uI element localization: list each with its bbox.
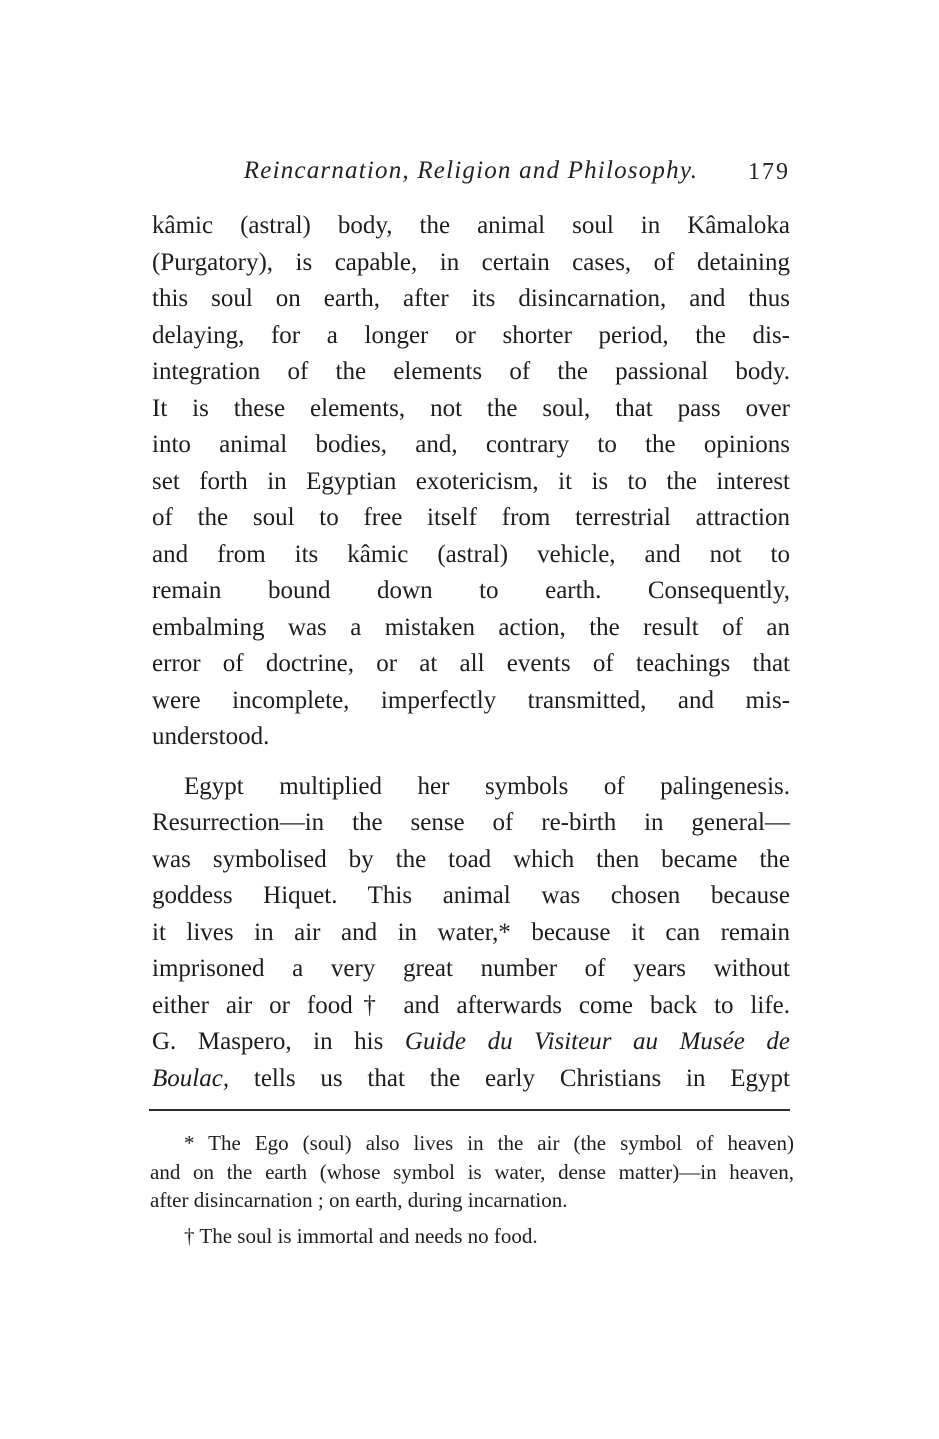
book-title-italic: Guide du Visiteur au Musée de [404, 1028, 790, 1055]
text-line: integration of the elements of the passional body. [152, 358, 790, 385]
footnote-rule [149, 1109, 790, 1111]
text-line: (Purgatory), is capable, in certain cases, of detaining [152, 248, 790, 276]
text-line: was symbolised by the toad which then became the [152, 845, 790, 873]
text-line: Resurrection—in the sense of re-birth in general— [152, 809, 790, 836]
footnote-line: and on the earth (whose symbol is water, dense matter)—in heaven, [150, 1159, 794, 1184]
text-roman: tells us that the early Christians in Egypt [229, 1064, 790, 1092]
text-line: were incomplete, imperfectly transmitted, and mis- [152, 686, 790, 714]
text-line: goddess Hiquet. This animal was chosen because [152, 882, 790, 909]
text-line: Egypt multiplied her symbols of palingenesis. [184, 772, 790, 800]
text-line: It is these elements, not the soul, that pass over [152, 394, 790, 422]
text-line: of the soul to free itself from terrestrial attraction [152, 504, 790, 531]
footnote-line: † The soul is immortal and needs no food. [184, 1224, 538, 1249]
running-head-title: Reincarnation, Religion and Philosophy. [243, 157, 699, 184]
book-title-italic: Boulac, [152, 1064, 230, 1092]
text-line-boulac [152, 1061, 790, 1098]
text-line: and from its kâmic (astral) vehicle, and not to [152, 540, 790, 568]
text-line: remain bound down to earth. Consequently, [152, 577, 790, 604]
text-line: error of doctrine, or at all events of teachings that [152, 650, 790, 677]
text-line: understood. [152, 723, 270, 750]
footnotes [150, 1129, 794, 1251]
footnote-line: after disincarnation ; on earth, during incarnation. [150, 1188, 568, 1213]
text-line: delaying, for a longer or shorter period, the dis- [152, 321, 790, 349]
text-line: imprisoned a very great number of years without [152, 955, 790, 982]
text-line-maspero [152, 1024, 790, 1061]
text-line: into animal bodies, and, contrary to the opinions [152, 431, 790, 458]
paragraph-1 [152, 208, 790, 756]
text-line: either air or food† and afterwards come back to life. [152, 991, 790, 1019]
text-roman: G. Maspero, in his [152, 1028, 405, 1055]
text-line: this soul on earth, after its disincarnation, and thus [152, 285, 790, 312]
paragraph-2 [152, 769, 790, 1098]
running-head [152, 157, 790, 191]
text-line: embalming was a mistaken action, the result of an [152, 613, 790, 641]
footnote-line: * The Ego (soul) also lives in the air (the symbol of heaven) [184, 1131, 794, 1155]
text-line: it lives in air and in water,* because it can remain [152, 918, 790, 946]
text-line: set forth in Egyptian exotericism, it is to the interest [152, 467, 790, 495]
page-number: 179 [748, 159, 790, 185]
text-line: kâmic (astral) body, the animal soul in Kâmaloka [152, 212, 790, 239]
body-text [152, 208, 790, 1097]
